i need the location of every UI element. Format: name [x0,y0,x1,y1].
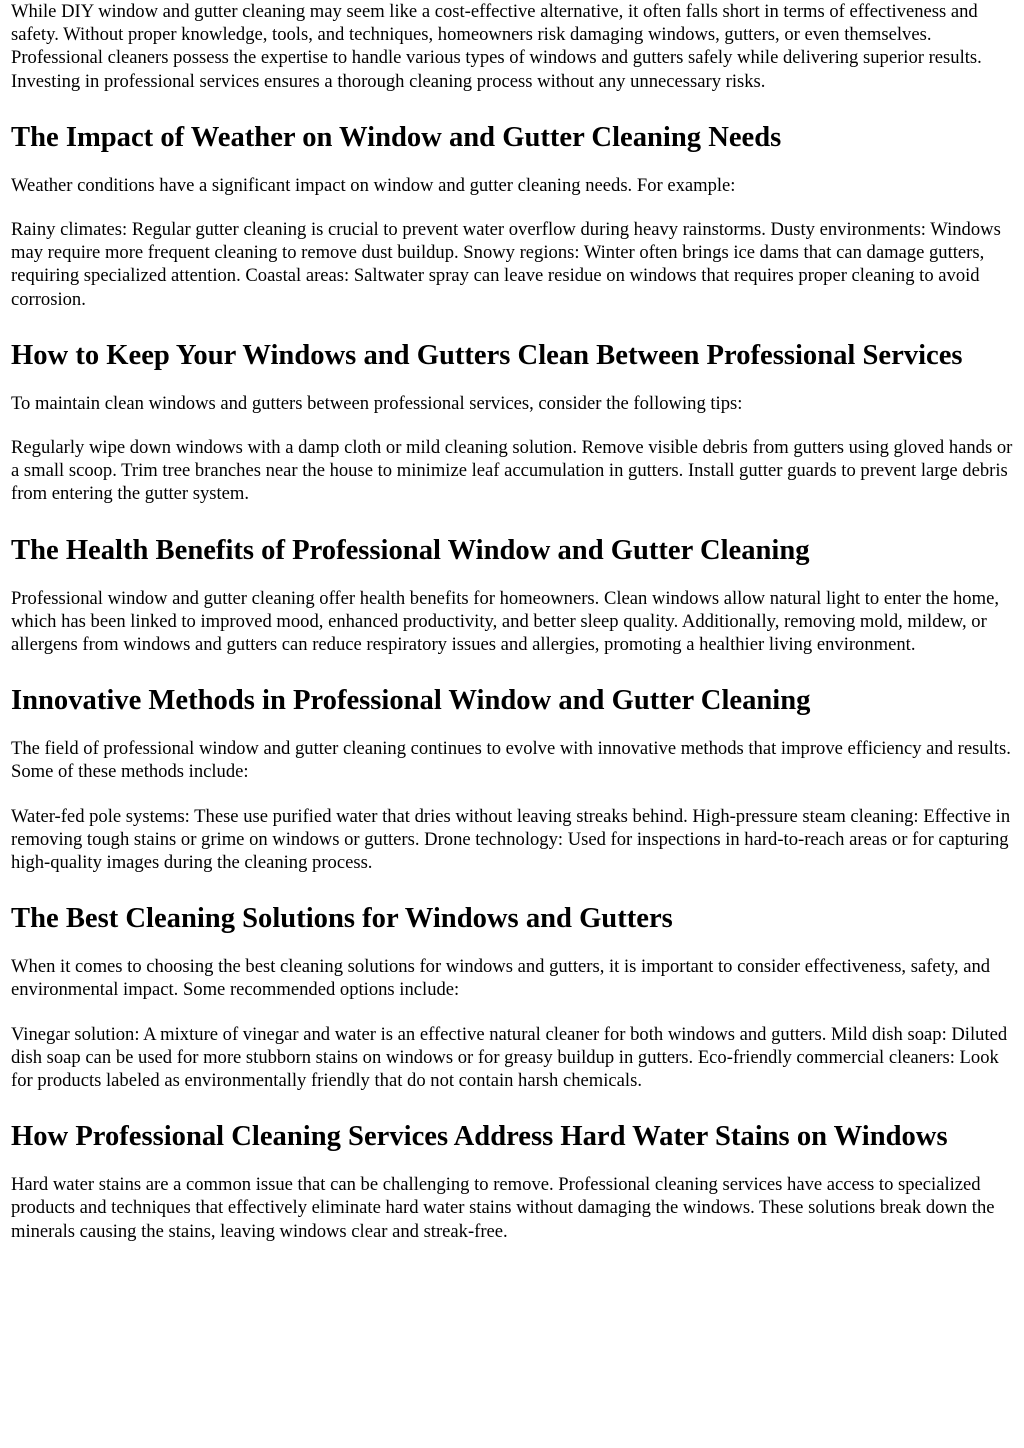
section-innovative-methods [11,683,1013,874]
section-paragraph: The field of professional window and gutter cleaning continues to evolve with innovative methods that improve efficiency and results. Some of these methods include: [11,738,1011,783]
intro-paragraph: While DIY window and gutter cleaning may seem like a cost-effective alternative, it often falls short in terms of effectiveness and safety. Without proper knowledge, tools, and techniques, homeowners risk damaging windows, gutters, or even themselves. Professional cleaners possess the expertise to handle various types of windows and gutters safely while delivering superior results. Investing in professional services ensures a thorough cleaning process without any unnecessary risks. [11,1,982,92]
section-paragraph: Professional window and gutter cleaning offer health benefits for homeowners. Clean windows allow natural light to enter the home, which has been linked to improved mood, enhanced productivity, and better sleep quality. Additionally, removing mold, mildew, or allergens from windows and gutters can reduce respiratory issues and allergies, promoting a healthier living environment. [11,587,999,656]
section-paragraph: Regularly wipe down windows with a damp cloth or mild cleaning solution. Remove visible debris from gutters using gloved hands or a small scoop. Trim tree branches near the house to minimize leaf accumulation in gutters. Install gutter guards to prevent large debris from entering the gutter system. [11,437,1013,505]
section-heading: The Impact of Weather on Window and Gutter Cleaning Needs [11,121,782,153]
section-paragraph: Hard water stains are a common issue that can be challenging to remove. Professional cleaning services have access to specialized products and techniques that effectively eliminate hard water stains without damaging the windows. These solutions break down the minerals causing the stains, leaving windows clear and streak-free. [11,1174,995,1242]
section-paragraph: When it comes to choosing the best cleaning solutions for windows and gutters, it is important to consider effectiveness, safety, and environmental impact. Some recommended options include: [11,956,991,1001]
section-paragraph: Rainy climates: Regular gutter cleaning is crucial to prevent water overflow during heavy rainstorms. Dusty environments: Windows may require more frequent cleaning to remove dust buildup. Snowy regions: Winter often brings ice dams that can damage gutters, requiring specialized attention. Coastal areas: Saltwater spray can leave residue on windows that requires proper cleaning to avoid corrosion. [11,219,1001,310]
section-paragraph: Weather conditions have a significant impact on window and gutter cleaning needs. For example: [11,174,736,196]
section-paragraph: To maintain clean windows and gutters between professional services, consider the following tips: [11,392,743,414]
section-heading: The Best Cleaning Solutions for Windows and Gutters [11,903,673,935]
section-hard-water-stains [11,1119,1013,1243]
section-weather-impact [11,120,1013,311]
section-heading: How Professional Cleaning Services Address Hard Water Stains on Windows [11,1121,948,1153]
section-heading: How to Keep Your Windows and Gutters Clean Between Professional Services [11,339,963,371]
section-cleaning-solutions [11,901,1013,1092]
section-heading: The Health Benefits of Professional Window and Gutter Cleaning [11,534,810,566]
section-paragraph: Water-fed pole systems: These use purified water that dries without leaving streaks behind. High-pressure steam cleaning: Effective in removing tough stains or grime on windows or gutters. Drone technology: Used for inspections in hard-to-reach areas or for capturing high-quality images during the cleaning process. [11,805,1011,874]
section-paragraph: Vinegar solution: A mixture of vinegar and water is an effective natural cleaner for both windows and gutters. Mild dish soap: Diluted dish soap can be used for more stubborn stains on windows or for greasy buildup in gutters. Eco-friendly commercial cleaners: Look for products labeled as environmentally friendly that do not contain harsh chemicals. [11,1023,1008,1092]
section-heading: Innovative Methods in Professional Window and Gutter Cleaning [11,685,811,717]
section-health-benefits [11,533,1013,657]
section-keep-clean [11,338,1013,506]
